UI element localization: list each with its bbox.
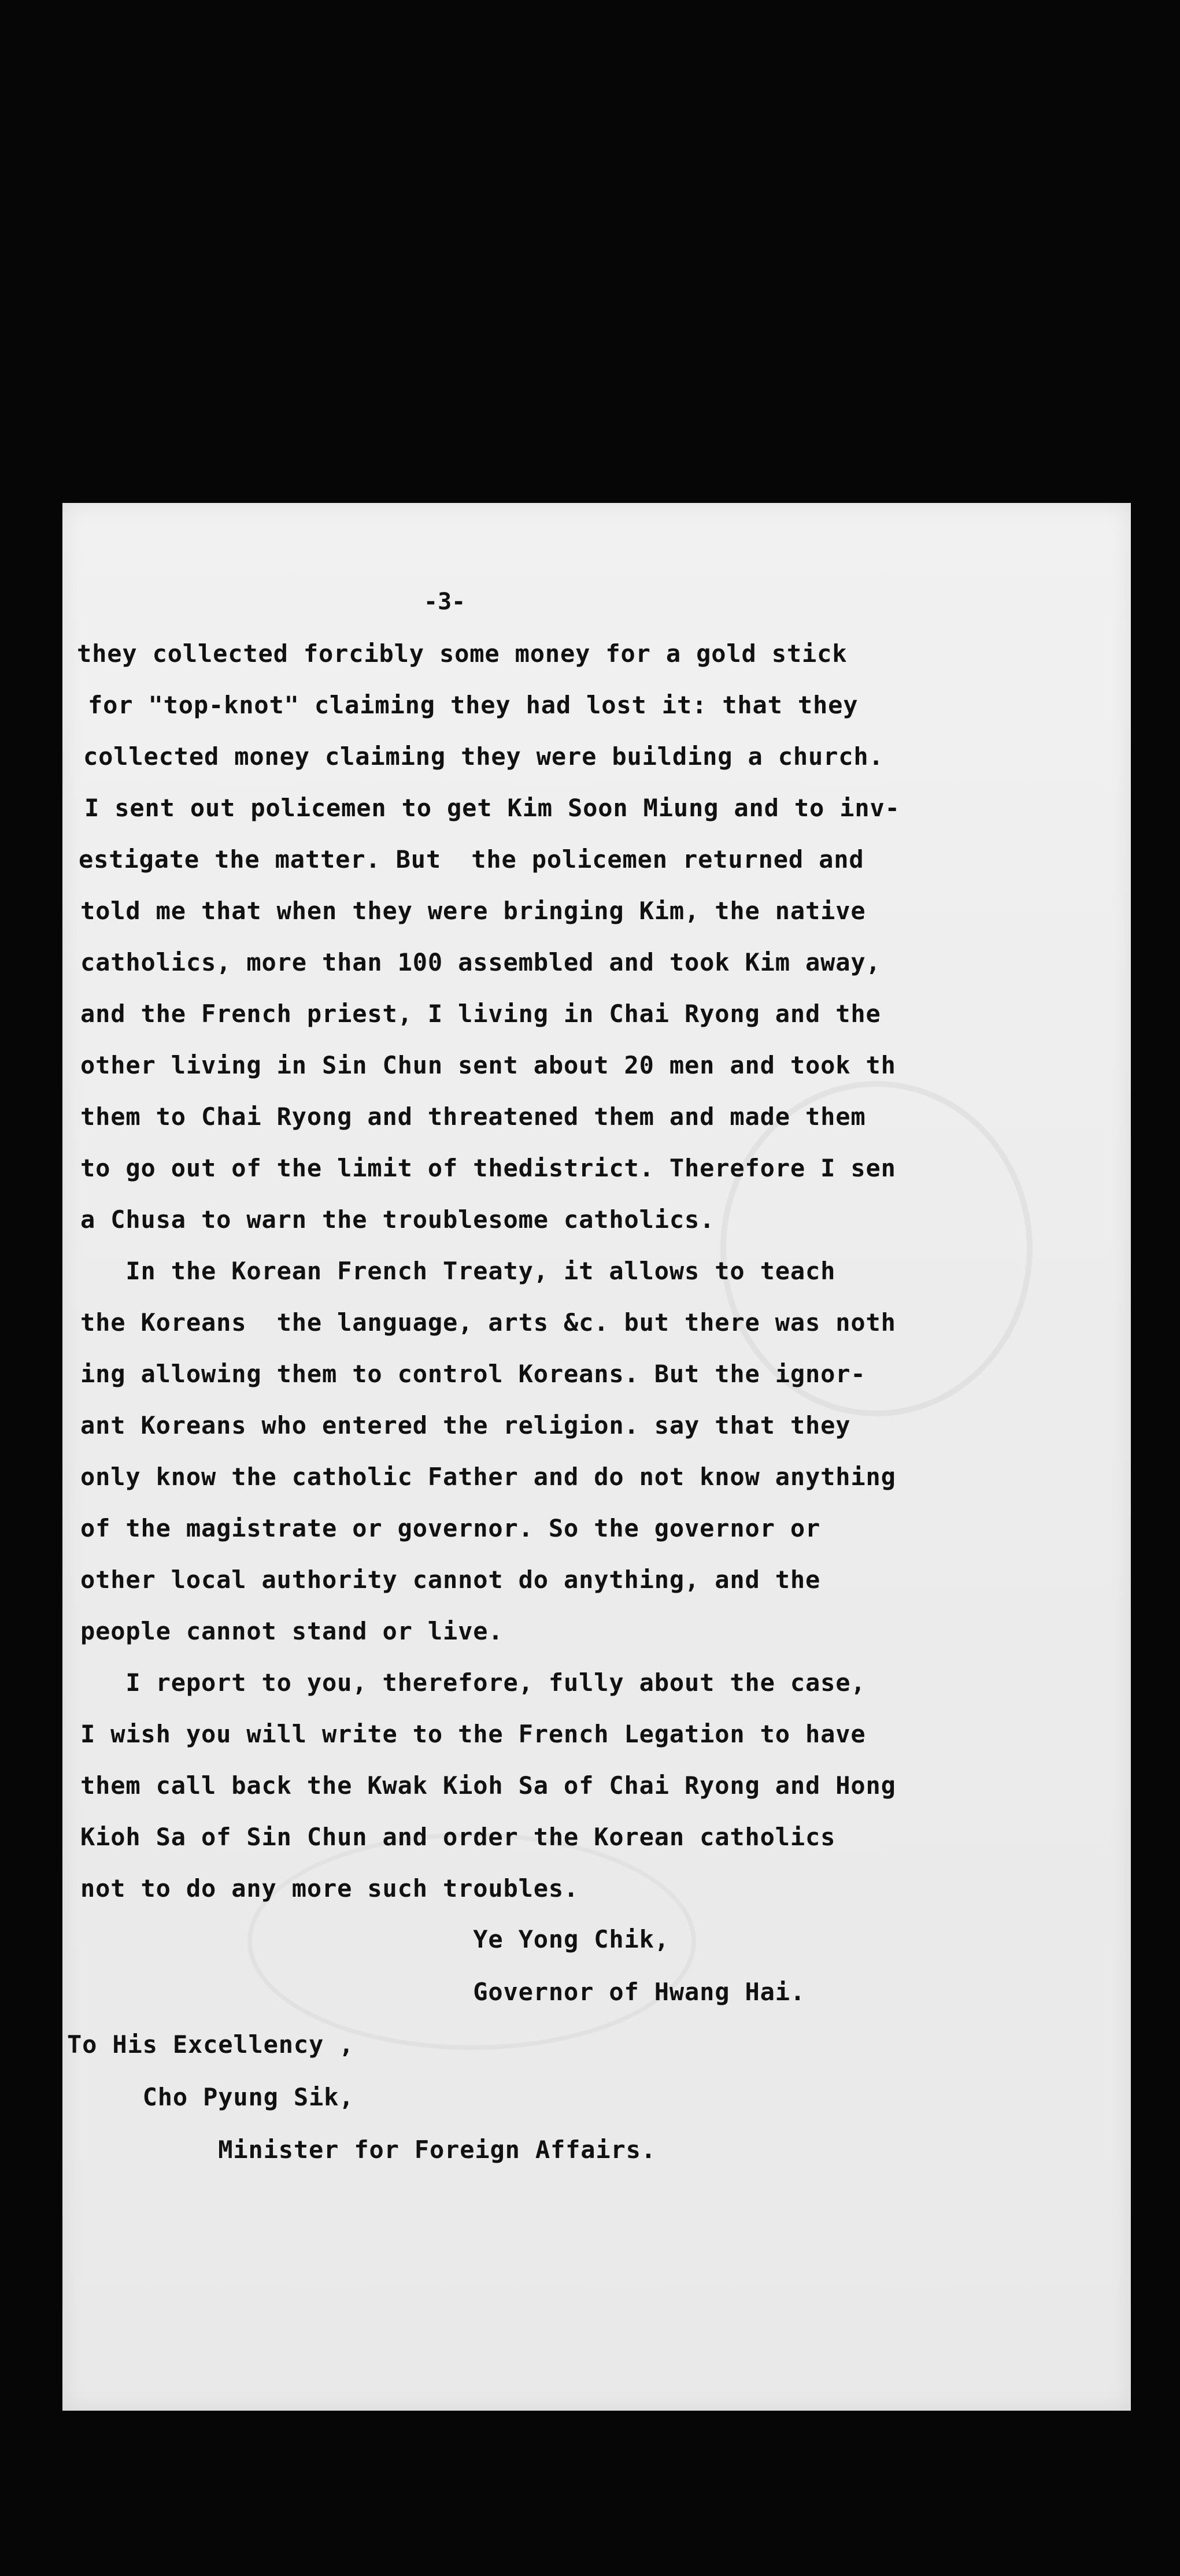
page-number: -3- bbox=[424, 589, 466, 615]
letter-body bbox=[62, 639, 1131, 1926]
text-line: I sent out policemen to get Kim Soon Miung and to inv- bbox=[84, 794, 900, 822]
signer-title: Governor of Hwang Hai. bbox=[80, 1978, 806, 2006]
text-line: of the magistrate or governor. So the governor or bbox=[80, 1514, 821, 1542]
text-line: ing allowing them to control Koreans. But the ignor- bbox=[80, 1360, 866, 1388]
text-line: ant Koreans who entered the religion. say that they bbox=[80, 1411, 851, 1439]
text-line: I wish you will write to the French Legation to have bbox=[80, 1720, 866, 1748]
text-line: estigate the matter. But the policemen returned and bbox=[79, 845, 864, 874]
text-line: Kioh Sa of Sin Chun and order the Korean catholics bbox=[80, 1823, 836, 1851]
text-line: for "top-knot" claiming they had lost it: that they bbox=[88, 691, 859, 719]
addressee-salutation: To His Excellency , bbox=[67, 2030, 354, 2059]
addressee-title: Minister for Foreign Affairs. bbox=[67, 2135, 656, 2164]
text-line: them to Chai Ryong and threatened them and made them bbox=[80, 1102, 866, 1131]
text-line: and the French priest, I living in Chai Ryong and the bbox=[80, 1000, 881, 1028]
signer-name: Ye Yong Chik, bbox=[80, 1925, 669, 1953]
document-page bbox=[62, 503, 1131, 2411]
text-line: them call back the Kwak Kioh Sa of Chai Ryong and Hong bbox=[80, 1771, 896, 1800]
text-line: told me that when they were bringing Kim, the native bbox=[80, 897, 866, 925]
text-line: only know the catholic Father and do not know anything bbox=[80, 1463, 896, 1491]
text-line: people cannot stand or live. bbox=[80, 1617, 504, 1645]
text-line: the Koreans the language, arts &c. but there was noth bbox=[80, 1308, 896, 1337]
text-line: In the Korean French Treaty, it allows to teach bbox=[80, 1257, 836, 1285]
text-line: catholics, more than 100 assembled and took Kim away, bbox=[80, 948, 881, 976]
signature-block bbox=[62, 1925, 1131, 2188]
text-line: not to do any more such troubles. bbox=[80, 1874, 579, 1903]
text-line: other living in Sin Chun sent about 20 men and took th bbox=[80, 1051, 896, 1079]
text-line: they collected forcibly some money for a gold stick bbox=[77, 639, 848, 668]
addressee-name: Cho Pyung Sik, bbox=[67, 2083, 354, 2111]
text-line: other local authority cannot do anything, and the bbox=[80, 1565, 821, 1594]
text-line: I report to you, therefore, fully about the case, bbox=[80, 1668, 866, 1697]
text-line: to go out of the limit of thedistrict. Therefore I sen bbox=[80, 1154, 896, 1182]
text-line: collected money claiming they were building a church. bbox=[83, 742, 884, 771]
text-line: a Chusa to warn the troublesome catholics. bbox=[80, 1205, 715, 1234]
